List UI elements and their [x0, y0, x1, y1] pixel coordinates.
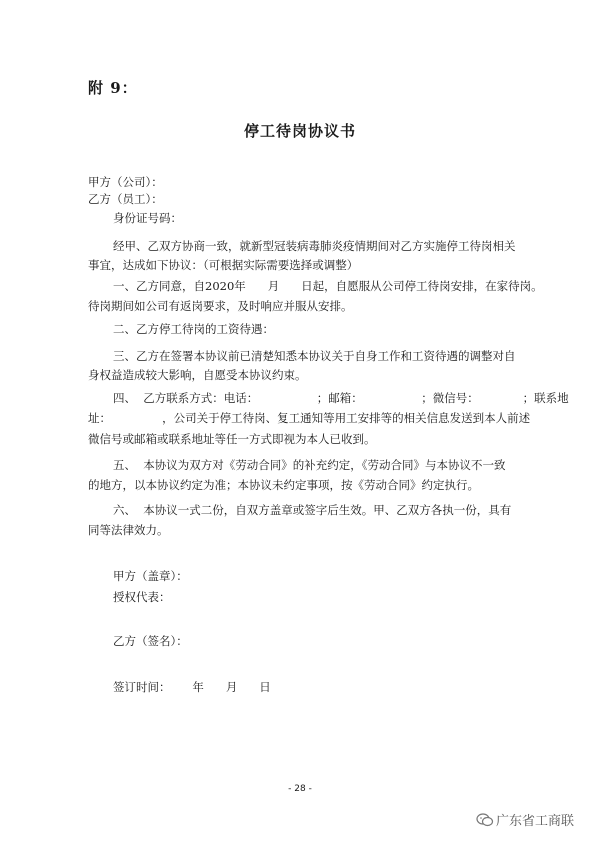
- clause-3-line-2: 身权益造成较大影响，自愿受本协议约束。: [88, 368, 307, 382]
- party-b-line: 乙方（员工）：: [88, 192, 163, 206]
- signature-party-b: 乙方（签名）：: [113, 634, 188, 648]
- clause-6-line-1: 六、 本协议一式二份，自双方盖章或签字后生效。甲、乙双方各执一份，具有: [113, 503, 512, 517]
- id-number-line: 身份证号码：: [113, 211, 182, 225]
- wechat-icon: [476, 812, 494, 828]
- party-a-line: 甲方（公司）：: [88, 175, 163, 189]
- intro-line-2: 事宜，达成如下协议：（可根据实际需要选择或调整）: [88, 258, 359, 272]
- intro-line-1: 经甲、乙双方协商一致，就新型冠装病毒肺炎疫情期间对乙方实施停工待岗相关: [113, 239, 516, 253]
- clause-6-line-2: 同等法律效力。: [88, 523, 169, 537]
- signing-date: 签订时间： 年 月 日: [113, 680, 271, 694]
- clause-5-line-1: 五、 本协议为双方对《劳动合同》的补充约定，《劳动合同》与本协议不一致: [113, 458, 506, 472]
- clause-4-line-1: 四、 乙方联系方式：电话： ；邮箱： ；微信号： ；联系地: [113, 391, 569, 405]
- clause-1-line-1: 一、乙方同意，自2020年 月 日起，自愿服从公司停工待岗安排，在家待岗。: [113, 279, 543, 293]
- page-number: - 28 -: [288, 784, 312, 794]
- clause-2-line: 二、乙方停工待岗的工资待遇：: [113, 322, 274, 336]
- signature-party-a: 甲方（盖章）：: [113, 569, 188, 583]
- watermark-text: 广东省工商联: [496, 814, 575, 829]
- clause-1-line-2: 待岗期间如公司有返岗要求，及时响应并服从安排。: [88, 299, 353, 313]
- clause-4-line-3: 微信号或邮箱或联系地址等任一方式即视为本人已收到。: [88, 432, 376, 446]
- appendix-label: 附 9：: [88, 79, 138, 97]
- clause-4-line-2: 址： ，公司关于停工待岗、复工通知等用工安排等的相关信息发送到本人前述: [88, 411, 531, 425]
- watermark: [476, 810, 574, 829]
- signature-authorized-rep: 授权代表：: [113, 590, 171, 604]
- document-title: 停工待岗协议书: [243, 122, 356, 140]
- clause-5-line-2: 的地方，以本协议约定为准；本协议未约定事项，按《劳动合同》约定执行。: [88, 478, 479, 492]
- clause-3-line-1: 三、乙方在签署本协议前已清楚知悉本协议关于自身工作和工资待遇的调整对自: [113, 349, 516, 363]
